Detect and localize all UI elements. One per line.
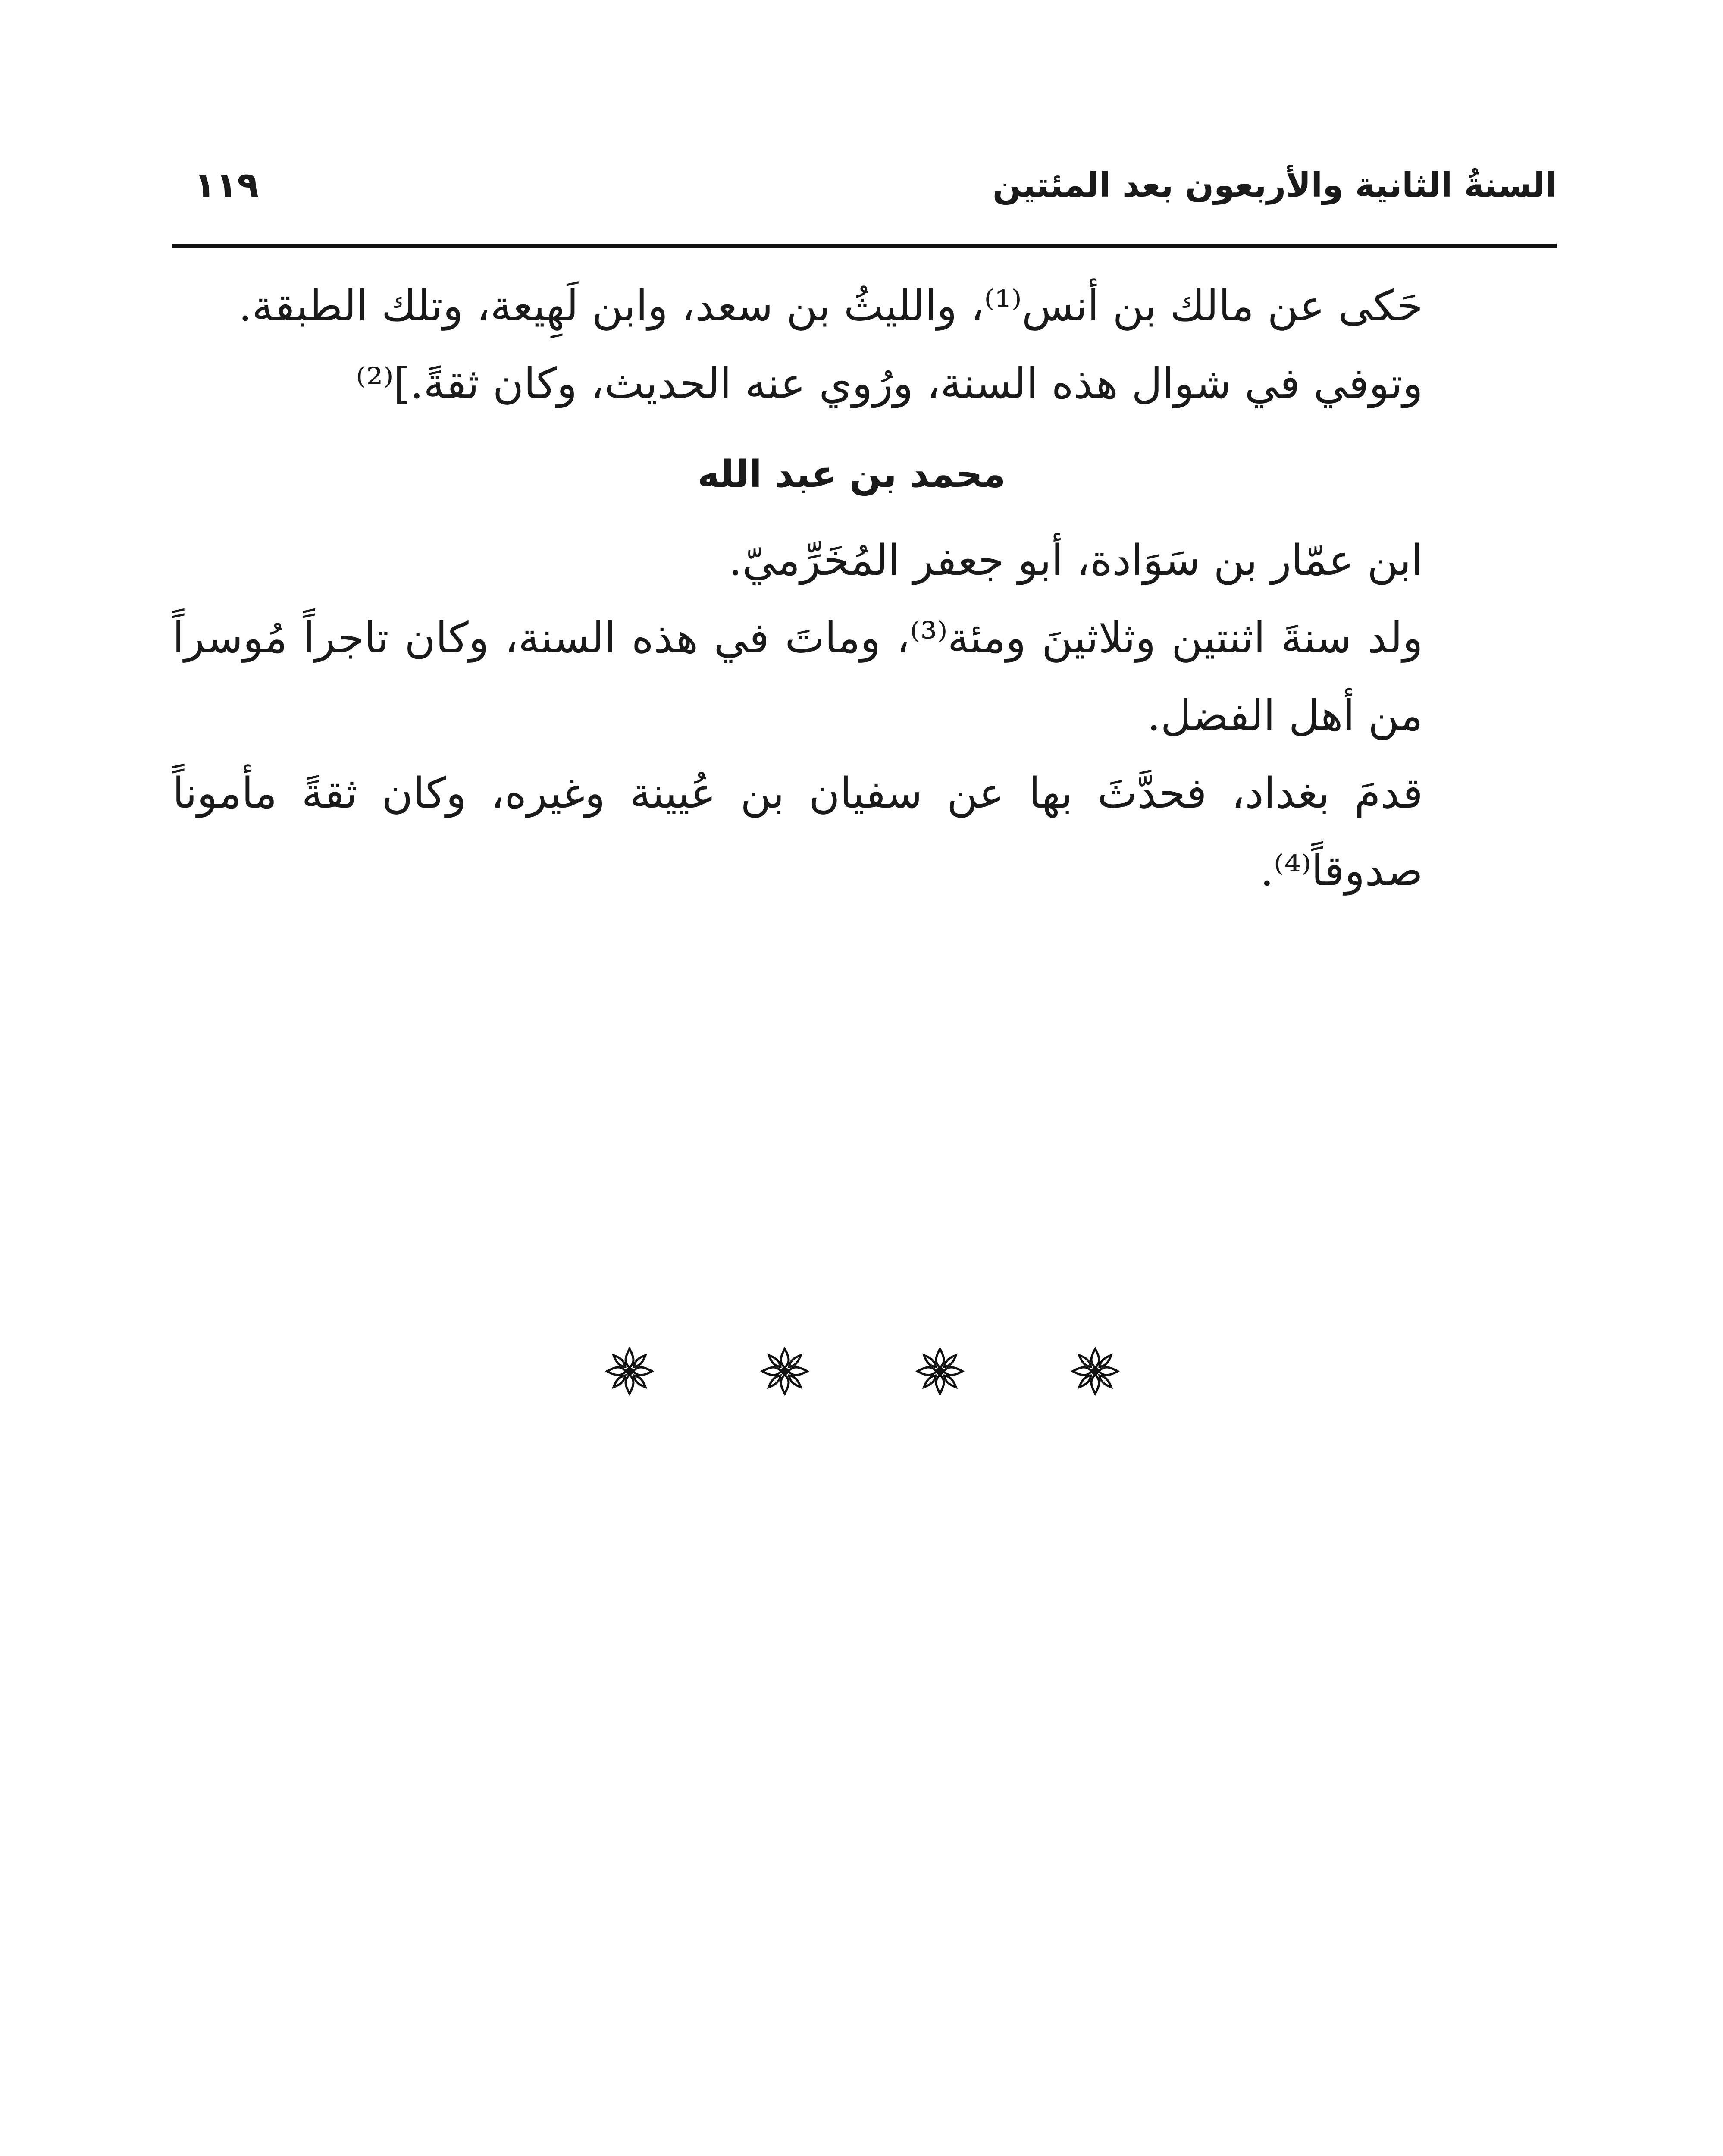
floral-ornament-icon xyxy=(1069,1345,1121,1397)
running-title: السنةُ الثانية والأربعون بعد المئتين xyxy=(992,166,1557,205)
page-header xyxy=(172,160,1557,246)
paragraph: ولد سنةَ اثنتين وثلاثينَ ومئة⁽³⁾، وماتَ في هذه السنة، وكان تاجراً مُوسراً من أهل الفضل. xyxy=(172,614,1423,740)
main-text xyxy=(172,267,1531,910)
paragraph: حَكى عن مالك بن أنس⁽¹⁾، والليثُ بن سعد، وابن لَهِيعة، وتلك الطبقة. xyxy=(238,282,1423,331)
floral-ornament-icon xyxy=(604,1345,655,1397)
section-heading: محمد بن عبد الله xyxy=(697,453,1006,496)
paragraph: قدمَ بغداد، فحدَّثَ بها عن سفيان بن عُيينة وغيره، وكان ثقةً مأموناً صدوقاً⁽⁴⁾. xyxy=(172,769,1423,896)
header-rule xyxy=(172,244,1557,248)
page-number: ١١٩ xyxy=(194,165,259,206)
floral-ornament-icon xyxy=(914,1345,966,1397)
paragraph: وتوفي في شوال هذه السنة، ورُوي عنه الحديث، وكان ثقةً.]⁽²⁾ xyxy=(356,359,1423,408)
floral-ornament-icon xyxy=(759,1345,811,1397)
paragraph: ابن عمّار بن سَوَادة، أبو جعفر المُخَرِّميّ. xyxy=(729,536,1423,585)
section-end-ornaments xyxy=(604,1345,1121,1397)
